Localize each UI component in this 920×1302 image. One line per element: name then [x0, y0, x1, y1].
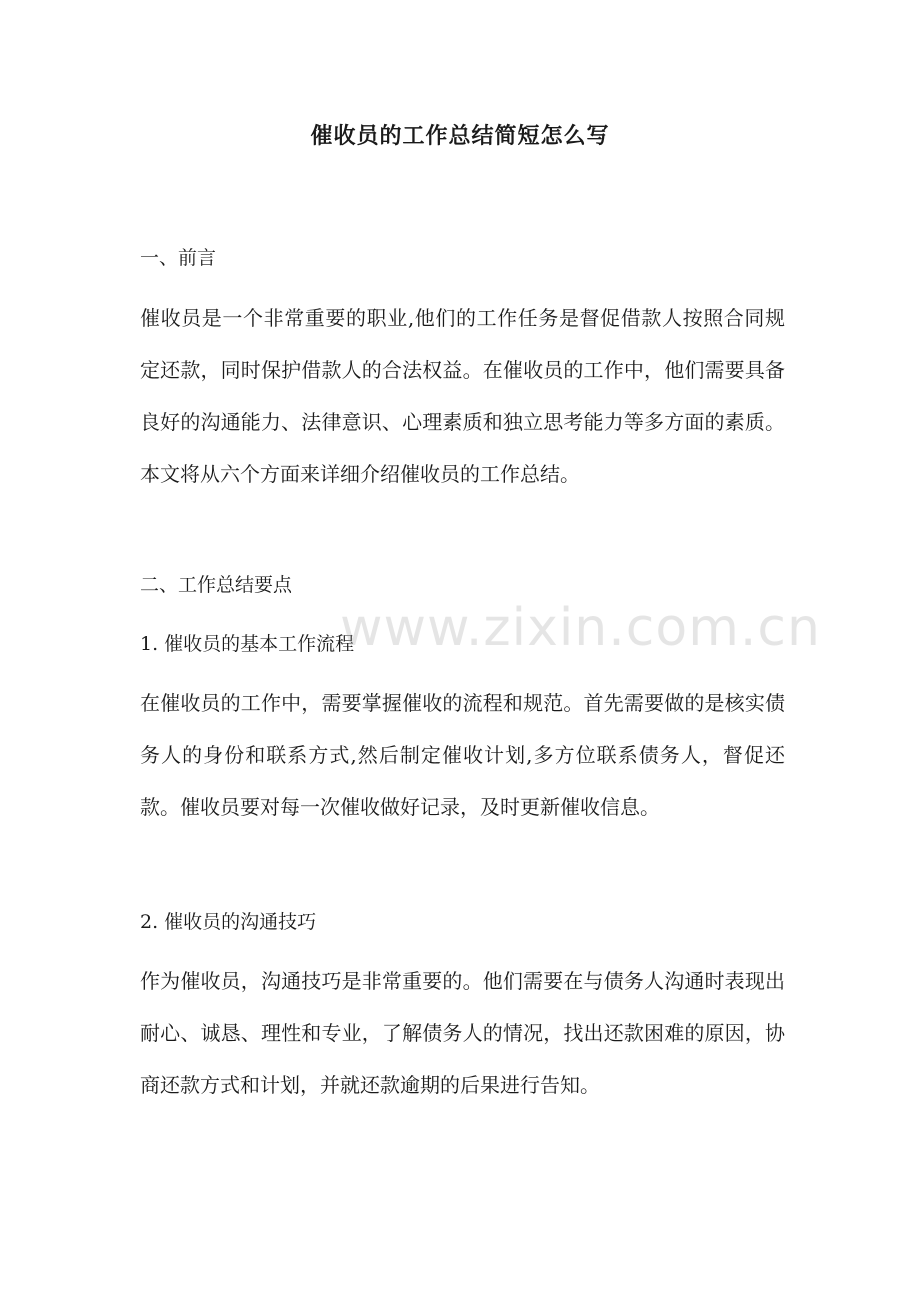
section-heading-summary-points: 二、工作总结要点 [140, 574, 293, 596]
subsection-paragraph-communication: 作为催收员，沟通技巧是非常重要的。他们需要在与债务人沟通时表现出耐心、诚恳、理性和专业，了解债务人的情况，找出还款困难的原因，协商还款方式和计划，并就还款逾期的后果进行告知。 [140, 969, 785, 1097]
subsection-heading-communication: 2. 催收员的沟通技巧 [140, 911, 317, 933]
subsection-paragraph-workflow: 在催收员的工作中，需要掌握催收的流程和规范。首先需要做的是核实债务人的身份和联系方式,然后制定催收计划,多方位联系债务人，督促还款。催收员要对每一次催收做好记录，及时更新催收信息。 [140, 691, 785, 819]
section-heading-preface: 一、前言 [140, 247, 217, 269]
document-title: 催收员的工作总结简短怎么写 [310, 123, 610, 149]
watermark: www.zixin.com.cn [340, 598, 821, 658]
subsection-heading-workflow: 1. 催收员的基本工作流程 [140, 633, 355, 655]
section-paragraph-preface: 催收员是一个非常重要的职业,他们的工作任务是督促借款人按照合同规定还款，同时保护借款人的合法权益。在催收员的工作中，他们需要具备良好的沟通能力、法律意识、心理素质和独立思考能力等多方面的素质。本文将从六个方面来详细介绍催收员的工作总结。 [140, 306, 785, 486]
